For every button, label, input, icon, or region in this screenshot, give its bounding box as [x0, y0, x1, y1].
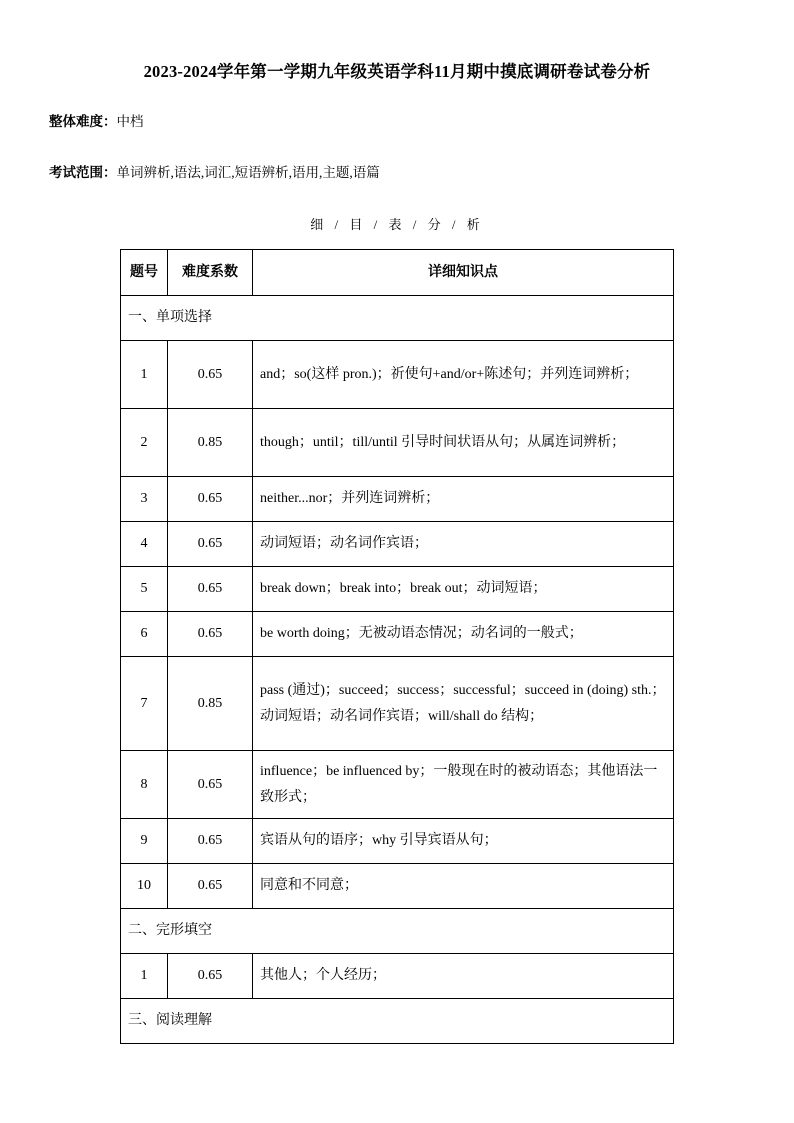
section-row — [121, 999, 674, 1044]
question-no: 1 — [121, 341, 168, 409]
section-name: 三、阅读理解 — [121, 999, 674, 1044]
knowledge-points: 同意和不同意； — [253, 864, 674, 909]
question-no: 2 — [121, 409, 168, 477]
header-difficulty: 难度系数 — [168, 250, 253, 296]
exam-scope — [49, 161, 380, 181]
table-header-row — [121, 250, 674, 296]
difficulty-coefficient: 0.85 — [168, 657, 253, 751]
knowledge-points: influence；be influenced by；一般现在时的被动语态；其他语法一致形式； — [253, 751, 674, 819]
table-row — [121, 567, 674, 612]
difficulty-coefficient: 0.65 — [168, 612, 253, 657]
overall-difficulty-value: 中档 — [116, 114, 144, 129]
table-row — [121, 477, 674, 522]
knowledge-points: and；so(这样 pron.)；祈使句+and/or+陈述句；并列连词辨析； — [253, 341, 674, 409]
table-row — [121, 522, 674, 567]
question-no: 8 — [121, 751, 168, 819]
difficulty-coefficient: 0.65 — [168, 567, 253, 612]
question-no: 9 — [121, 819, 168, 864]
knowledge-points: 宾语从句的语序；why 引导宾语从句； — [253, 819, 674, 864]
knowledge-points: neither...nor；并列连词辨析； — [253, 477, 674, 522]
overall-difficulty-label: 整体难度： — [49, 114, 117, 129]
table-row — [121, 751, 674, 819]
difficulty-coefficient: 0.65 — [168, 341, 253, 409]
question-no: 5 — [121, 567, 168, 612]
section-name: 一、单项选择 — [121, 296, 674, 341]
knowledge-points: be worth doing；无被动语态情况；动名词的一般式； — [253, 612, 674, 657]
difficulty-coefficient: 0.85 — [168, 409, 253, 477]
question-no: 1 — [121, 954, 168, 999]
difficulty-coefficient: 0.65 — [168, 751, 253, 819]
question-no: 7 — [121, 657, 168, 751]
knowledge-points: 动词短语；动名词作宾语； — [253, 522, 674, 567]
question-no: 3 — [121, 477, 168, 522]
table-row — [121, 341, 674, 409]
table-row — [121, 409, 674, 477]
table-row — [121, 864, 674, 909]
section-name: 二、完形填空 — [121, 909, 674, 954]
section-row — [121, 296, 674, 341]
knowledge-points: 其他人；个人经历； — [253, 954, 674, 999]
table-row — [121, 657, 674, 751]
overall-difficulty — [49, 110, 144, 130]
exam-scope-label: 考试范围： — [49, 165, 117, 180]
difficulty-coefficient: 0.65 — [168, 477, 253, 522]
table-row — [121, 954, 674, 999]
header-question-no: 题号 — [121, 250, 168, 296]
section-row — [121, 909, 674, 954]
exam-scope-value: 单词辨析,语法,词汇,短语辨析,语用,主题,语篇 — [116, 165, 380, 180]
difficulty-coefficient: 0.65 — [168, 522, 253, 567]
page-title: 2023-2024学年第一学期九年级英语学科11月期中摸底调研卷试卷分析 — [143, 62, 651, 81]
question-no: 10 — [121, 864, 168, 909]
table-row — [121, 819, 674, 864]
difficulty-coefficient: 0.65 — [168, 864, 253, 909]
question-no: 6 — [121, 612, 168, 657]
knowledge-points: break down；break into；break out；动词短语； — [253, 567, 674, 612]
knowledge-points: pass (通过)；succeed；success；successful；succeed in (doing) sth.；动词短语；动名词作宾语；will/shall do 结构； — [253, 657, 674, 751]
difficulty-coefficient: 0.65 — [168, 954, 253, 999]
header-knowledge: 详细知识点 — [253, 250, 674, 296]
table-row — [121, 612, 674, 657]
table-subtitle: 细 / 目 / 表 / 分 / 析 — [310, 217, 484, 232]
knowledge-points: though；until；till/until 引导时间状语从句；从属连词辨析； — [253, 409, 674, 477]
difficulty-coefficient: 0.65 — [168, 819, 253, 864]
question-no: 4 — [121, 522, 168, 567]
analysis-table — [120, 249, 674, 1044]
